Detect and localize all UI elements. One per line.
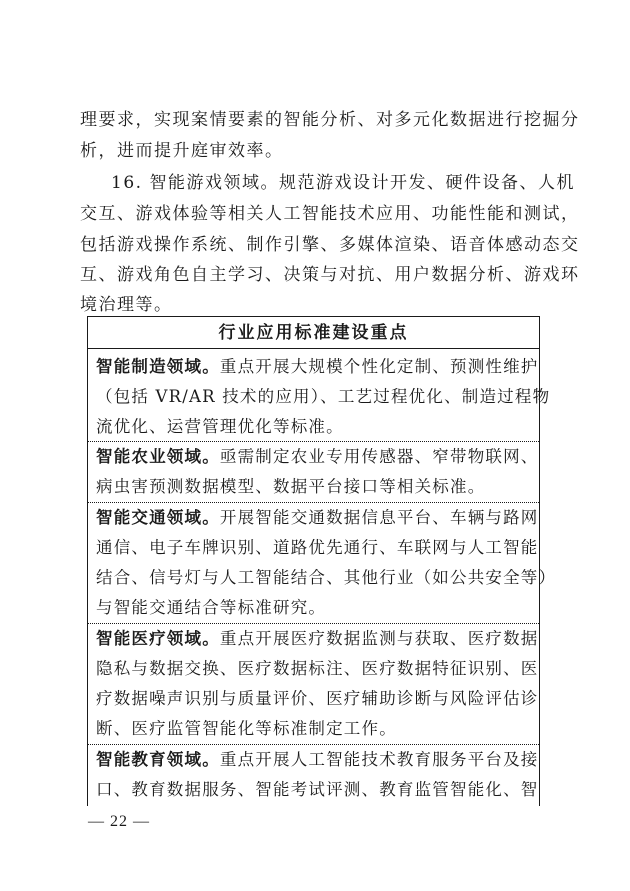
section-transport-line-2: 通信、电子车牌识别、道路优先通行、车联网与人工智能 <box>96 538 539 557</box>
section-heading: 智能交通领域。 <box>96 508 220 527</box>
section-medical-line-3: 疗数据噪声识别与质量评价、医疗辅助诊断与风险评估诊 <box>96 689 539 708</box>
section-medical-line-1: 智能医疗领域。重点开展医疗数据监测与获取、医疗数据 <box>96 629 539 648</box>
item16-line-5: 境治理等。 <box>80 295 173 315</box>
section-transport-line-1: 智能交通领域。开展智能交通数据信息平台、车辆与路网 <box>96 508 539 527</box>
intro-line-1: 理要求，实现案情要素的智能分析、对多元化数据进行挖掘分 <box>80 110 580 130</box>
box-title: 行业应用标准建设重点 <box>88 317 539 349</box>
section-heading: 智能农业领域。 <box>96 447 220 466</box>
section-manufacturing-line-3: 流优化、运营管理优化等标准。 <box>96 417 344 436</box>
section-divider <box>88 441 539 442</box>
section-divider <box>88 623 539 624</box>
item16-line-1: 16. 智能游戏领域。规范游戏设计开发、硬件设备、人机 <box>111 173 575 193</box>
standards-box <box>87 316 557 806</box>
page-number: — 22 — <box>88 813 150 830</box>
section-divider <box>88 502 539 503</box>
section-divider <box>88 744 539 745</box>
item16-line-4: 互、游戏角色自主学习、决策与对抗、用户数据分析、游戏环 <box>80 265 580 285</box>
intro-line-2: 析，进而提升庭审效率。 <box>80 141 284 161</box>
section-medical-line-4: 断、医疗监管智能化等标准制定工作。 <box>96 719 397 738</box>
section-heading: 智能医疗领域。 <box>96 629 220 648</box>
section-manufacturing-line-1: 智能制造领域。重点开展大规模个性化定制、预测性维护 <box>96 357 539 376</box>
section-transport-line-4: 与智能交通结合等标准研究。 <box>96 598 327 617</box>
section-heading: 智能教育领域。 <box>96 750 220 769</box>
section-medical-line-2: 隐私与数据交换、医疗数据标注、医疗数据特征识别、医 <box>96 659 539 678</box>
section-transport-line-3: 结合、信号灯与人工智能结合、其他行业（如公共安全等） <box>96 568 557 587</box>
section-education-line-2: 口、教育数据服务、智能考试评测、教育监管智能化、智 <box>96 780 539 799</box>
section-agriculture-line-2: 病虫害预测数据模型、数据平台接口等相关标准。 <box>96 477 486 496</box>
section-heading: 智能制造领域。 <box>96 357 220 376</box>
item16-line-3: 包括游戏操作系统、制作引擎、多媒体渲染、语音体感动态交 <box>80 235 580 255</box>
section-education-line-1: 智能教育领域。重点开展人工智能技术教育服务平台及接 <box>96 750 539 769</box>
section-manufacturing-line-2: （包括 VR/AR 技术的应用）、工艺过程优化、制造过程物 <box>96 387 551 406</box>
item16-line-2: 交互、游戏体验等相关人工智能技术应用、功能性能和测试， <box>80 204 580 224</box>
section-agriculture-line-1: 智能农业领域。亟需制定农业专用传感器、窄带物联网、 <box>96 447 539 466</box>
